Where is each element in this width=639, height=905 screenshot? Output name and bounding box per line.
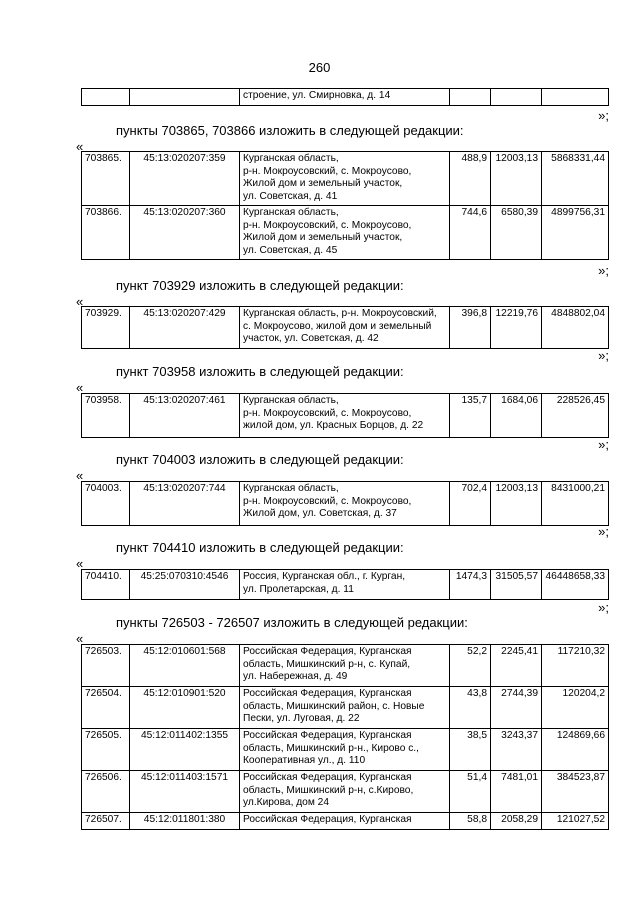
- cell-area: 52,2: [450, 645, 491, 687]
- cell-rate: [491, 89, 542, 106]
- cell-area: 38,5: [450, 729, 491, 771]
- cell-cadastral: 45:13:020207:360: [130, 206, 240, 260]
- cell-number: 726505.: [82, 729, 130, 771]
- cell-cadastral: 45:12:011403:1571: [130, 771, 240, 813]
- cell-area: 58,8: [450, 813, 491, 830]
- cell-number: 726507.: [82, 813, 130, 830]
- cell-address: Российская Федерация, Курганская область, Мишкинский район, с. Новые Пески, ул. Луговая, д. 22: [240, 687, 450, 729]
- amendment-table: [81, 306, 609, 349]
- table-row: [82, 152, 609, 206]
- cell-cadastral: 45:13:020207:461: [130, 394, 240, 438]
- table-row: [82, 570, 609, 600]
- cell-rate: 1684,06: [491, 394, 542, 438]
- cell-value: 4848802,04: [542, 307, 609, 349]
- closing-quote: »;: [598, 437, 609, 452]
- cell-cadastral: 45:13:020207:359: [130, 152, 240, 206]
- cell-number: 726506.: [82, 771, 130, 813]
- closing-quote: »;: [598, 348, 609, 363]
- cell-rate: 12219,76: [491, 307, 542, 349]
- table-row: [82, 482, 609, 526]
- cell-address: Курганская область, р-н. Мокроусовский, с. Мокроусово, жилой дом, ул. Красных Борцов, д. 22: [240, 394, 450, 438]
- opening-quote: «: [76, 139, 84, 154]
- cell-value: 46448658,33: [542, 570, 609, 600]
- cell-number: 726503.: [82, 645, 130, 687]
- cell-cadastral: 45:12:010601:568: [130, 645, 240, 687]
- cell-value: 4899756,31: [542, 206, 609, 260]
- table-row: [82, 307, 609, 349]
- amendment-table: [81, 151, 609, 260]
- amendment-instruction: пункт 703958 изложить в следующей редакции:: [116, 364, 404, 379]
- opening-quote: «: [76, 631, 84, 646]
- amendment-table: [81, 569, 609, 600]
- cell-value: 120204,2: [542, 687, 609, 729]
- cell-value: 5868331,44: [542, 152, 609, 206]
- closing-quote: »;: [598, 524, 609, 539]
- closing-quote: »;: [598, 600, 609, 615]
- cell-area: 43,8: [450, 687, 491, 729]
- amendment-table: [81, 644, 609, 830]
- cell-address: строение, ул. Смирновка, д. 14: [240, 89, 450, 106]
- opening-quote: «: [76, 556, 84, 571]
- cell-address: Россия, Курганская обл., г. Курган, ул. Пролетарская, д. 11: [240, 570, 450, 600]
- cell-number: 704003.: [82, 482, 130, 526]
- cell-cadastral: [130, 89, 240, 106]
- amendment-table: [81, 393, 609, 438]
- cell-value: 8431000,21: [542, 482, 609, 526]
- cell-cadastral: 45:13:020207:744: [130, 482, 240, 526]
- cell-address: Российская Федерация, Курганская область, Мишкинский р-н, с.Кирово, ул.Кирова, дом 24: [240, 771, 450, 813]
- cell-value: 228526,45: [542, 394, 609, 438]
- cell-rate: 12003,13: [491, 152, 542, 206]
- page-number: 260: [308, 60, 331, 75]
- cell-rate: 2245,41: [491, 645, 542, 687]
- cell-rate: 7481,01: [491, 771, 542, 813]
- cell-cadastral: 45:25:070310:4546: [130, 570, 240, 600]
- cell-cadastral: 45:13:020207:429: [130, 307, 240, 349]
- cell-value: 384523,87: [542, 771, 609, 813]
- cell-rate: 31505,57: [491, 570, 542, 600]
- cell-area: 51,4: [450, 771, 491, 813]
- cell-area: [450, 89, 491, 106]
- table-row: [82, 645, 609, 687]
- cell-rate: 2744,39: [491, 687, 542, 729]
- cell-number: 726504.: [82, 687, 130, 729]
- cell-area: 135,7: [450, 394, 491, 438]
- opening-quote: «: [76, 380, 84, 395]
- opening-quote: «: [76, 468, 84, 483]
- closing-quote: »;: [598, 108, 609, 123]
- cell-address: Российская Федерация, Курганская область, Мишкинский р-н, с. Купай, ул. Набережная, д. 49: [240, 645, 450, 687]
- cell-cadastral: 45:12:011402:1355: [130, 729, 240, 771]
- cell-address: Курганская область, р-н. Мокроусовский, с. Мокроусово, жилой дом и земельный участок, ул. Советская, д. 42: [240, 307, 450, 349]
- continuation-table: [81, 88, 609, 106]
- table-row: [82, 394, 609, 438]
- cell-value: 124869,66: [542, 729, 609, 771]
- cell-area: 396,8: [450, 307, 491, 349]
- closing-quote: »;: [598, 263, 609, 278]
- cell-number: 703866.: [82, 206, 130, 260]
- cell-number: [82, 89, 130, 106]
- cell-value: 121027,52: [542, 813, 609, 830]
- amendment-instruction: пункты 726503 - 726507 изложить в следующей редакции:: [116, 615, 468, 630]
- cell-rate: 12003,13: [491, 482, 542, 526]
- amendment-instruction: пункт 703929 изложить в следующей редакции:: [116, 278, 404, 293]
- cell-number: 704410.: [82, 570, 130, 600]
- opening-quote: «: [76, 294, 84, 309]
- cell-area: 1474,3: [450, 570, 491, 600]
- cell-value: 117210,32: [542, 645, 609, 687]
- cell-number: 703929.: [82, 307, 130, 349]
- cell-address: Курганская область, р-н. Мокроусовский, с. Мокроусово, Жилой дом, ул. Советская, д. 37: [240, 482, 450, 526]
- cell-rate: 3243,37: [491, 729, 542, 771]
- table-row: [82, 206, 609, 260]
- amendment-instruction: пункт 704003 изложить в следующей редакции:: [116, 452, 404, 467]
- cell-cadastral: 45:12:011801:380: [130, 813, 240, 830]
- cell-address: Российская Федерация, Курганская область, Мишкинский р-н., Кирово с., Кооперативная ул., д. 110: [240, 729, 450, 771]
- cell-rate: 6580,39: [491, 206, 542, 260]
- table-row: [82, 813, 609, 830]
- amendment-instruction: пункт 704410 изложить в следующей редакции:: [116, 540, 404, 555]
- amendment-table: [81, 481, 609, 526]
- table-row: [82, 687, 609, 729]
- cell-number: 703958.: [82, 394, 130, 438]
- cell-value: [542, 89, 609, 106]
- cell-address: Российская Федерация, Курганская: [240, 813, 450, 830]
- cell-cadastral: 45:12:010901:520: [130, 687, 240, 729]
- cell-address: Курганская область, р-н. Мокроусовский, с. Мокроусово, Жилой дом и земельный участок, ул. Советская, д. 41: [240, 152, 450, 206]
- cell-rate: 2058,29: [491, 813, 542, 830]
- table-row: [82, 729, 609, 771]
- table-row: [82, 89, 609, 106]
- cell-area: 744,6: [450, 206, 491, 260]
- table-row: [82, 771, 609, 813]
- cell-address: Курганская область, р-н. Мокроусовский, с. Мокроусово, Жилой дом и земельный участок, ул. Советская, д. 45: [240, 206, 450, 260]
- amendment-instruction: пункты 703865, 703866 изложить в следующей редакции:: [116, 123, 464, 138]
- cell-number: 703865.: [82, 152, 130, 206]
- cell-area: 488,9: [450, 152, 491, 206]
- cell-area: 702,4: [450, 482, 491, 526]
